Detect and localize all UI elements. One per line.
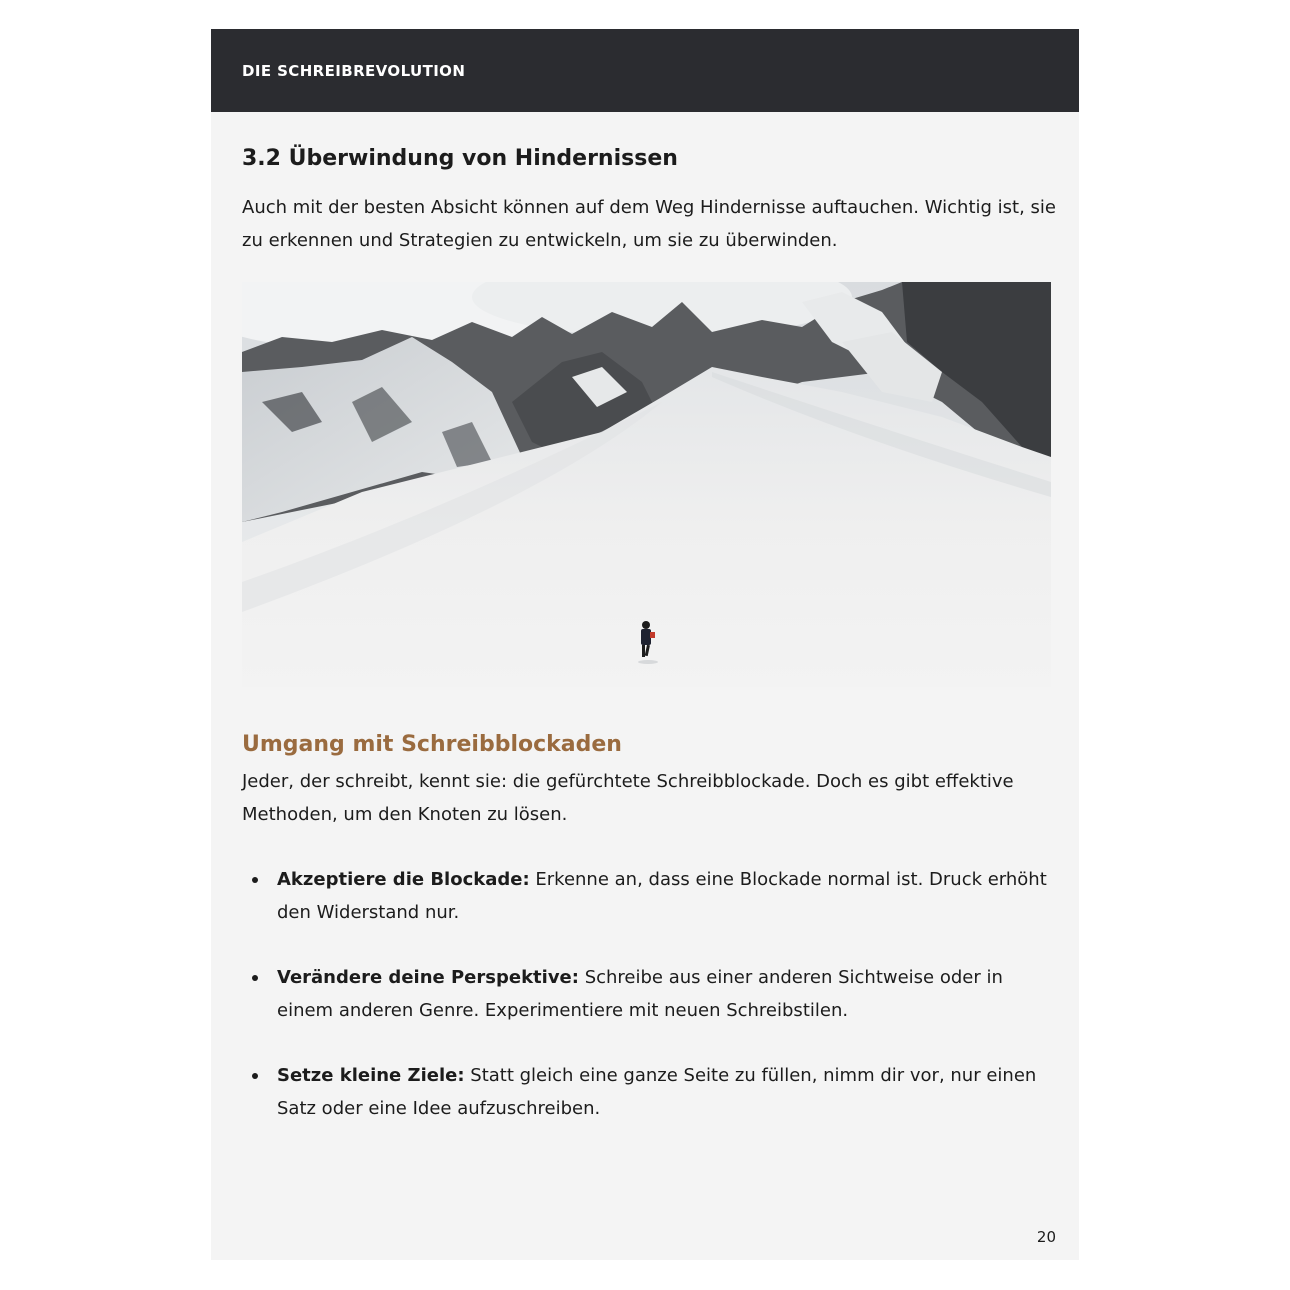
list-item-text: Schreibe aus einer anderen Sichtweise oder in einem anderen Genre. Experimentiere mit neuen Schreibstilen. bbox=[277, 967, 1003, 1021]
subsection-intro-paragraph: Jeder, der schreibt, kennt sie: die gefürchtete Schreibblockade. Doch es gibt effektive Methoden, um den Knoten zu lösen. bbox=[242, 771, 1014, 825]
document-page bbox=[211, 29, 1079, 1260]
page-number: 20 bbox=[1036, 1228, 1056, 1246]
list-item-term: Akzeptiere die Blockade: bbox=[277, 869, 530, 890]
bullet-icon bbox=[252, 877, 258, 883]
header-bar bbox=[211, 29, 1079, 112]
list-item bbox=[242, 1059, 1057, 1125]
header-title: DIE SCHREIBREVOLUTION bbox=[242, 62, 466, 80]
subsection-heading: Umgang mit Schreibblockaden bbox=[242, 732, 622, 757]
bullet-icon bbox=[252, 975, 258, 981]
list-item bbox=[242, 863, 1057, 929]
bullet-icon bbox=[252, 1073, 258, 1079]
list-item-text: Statt gleich eine ganze Seite zu füllen, nimm dir vor, nur einen Satz oder eine Idee aufzuschreiben. bbox=[277, 1065, 1037, 1119]
list-item bbox=[242, 961, 1057, 1027]
section-intro-paragraph: Auch mit der besten Absicht können auf dem Weg Hindernisse auftauchen. Wichtig ist, sie zu erkennen und Strategien zu entwickeln, um sie zu überwinden. bbox=[242, 197, 1056, 251]
tips-list bbox=[242, 863, 1057, 1157]
list-item-term: Setze kleine Ziele: bbox=[277, 1065, 465, 1086]
list-item-term: Verändere deine Perspektive: bbox=[277, 967, 579, 988]
section-title: 3.2 Überwindung von Hindernissen bbox=[242, 146, 678, 171]
mountain-photo bbox=[242, 282, 1051, 687]
list-item-text: Erkenne an, dass eine Blockade normal ist. Druck erhöht den Widerstand nur. bbox=[277, 869, 1047, 923]
